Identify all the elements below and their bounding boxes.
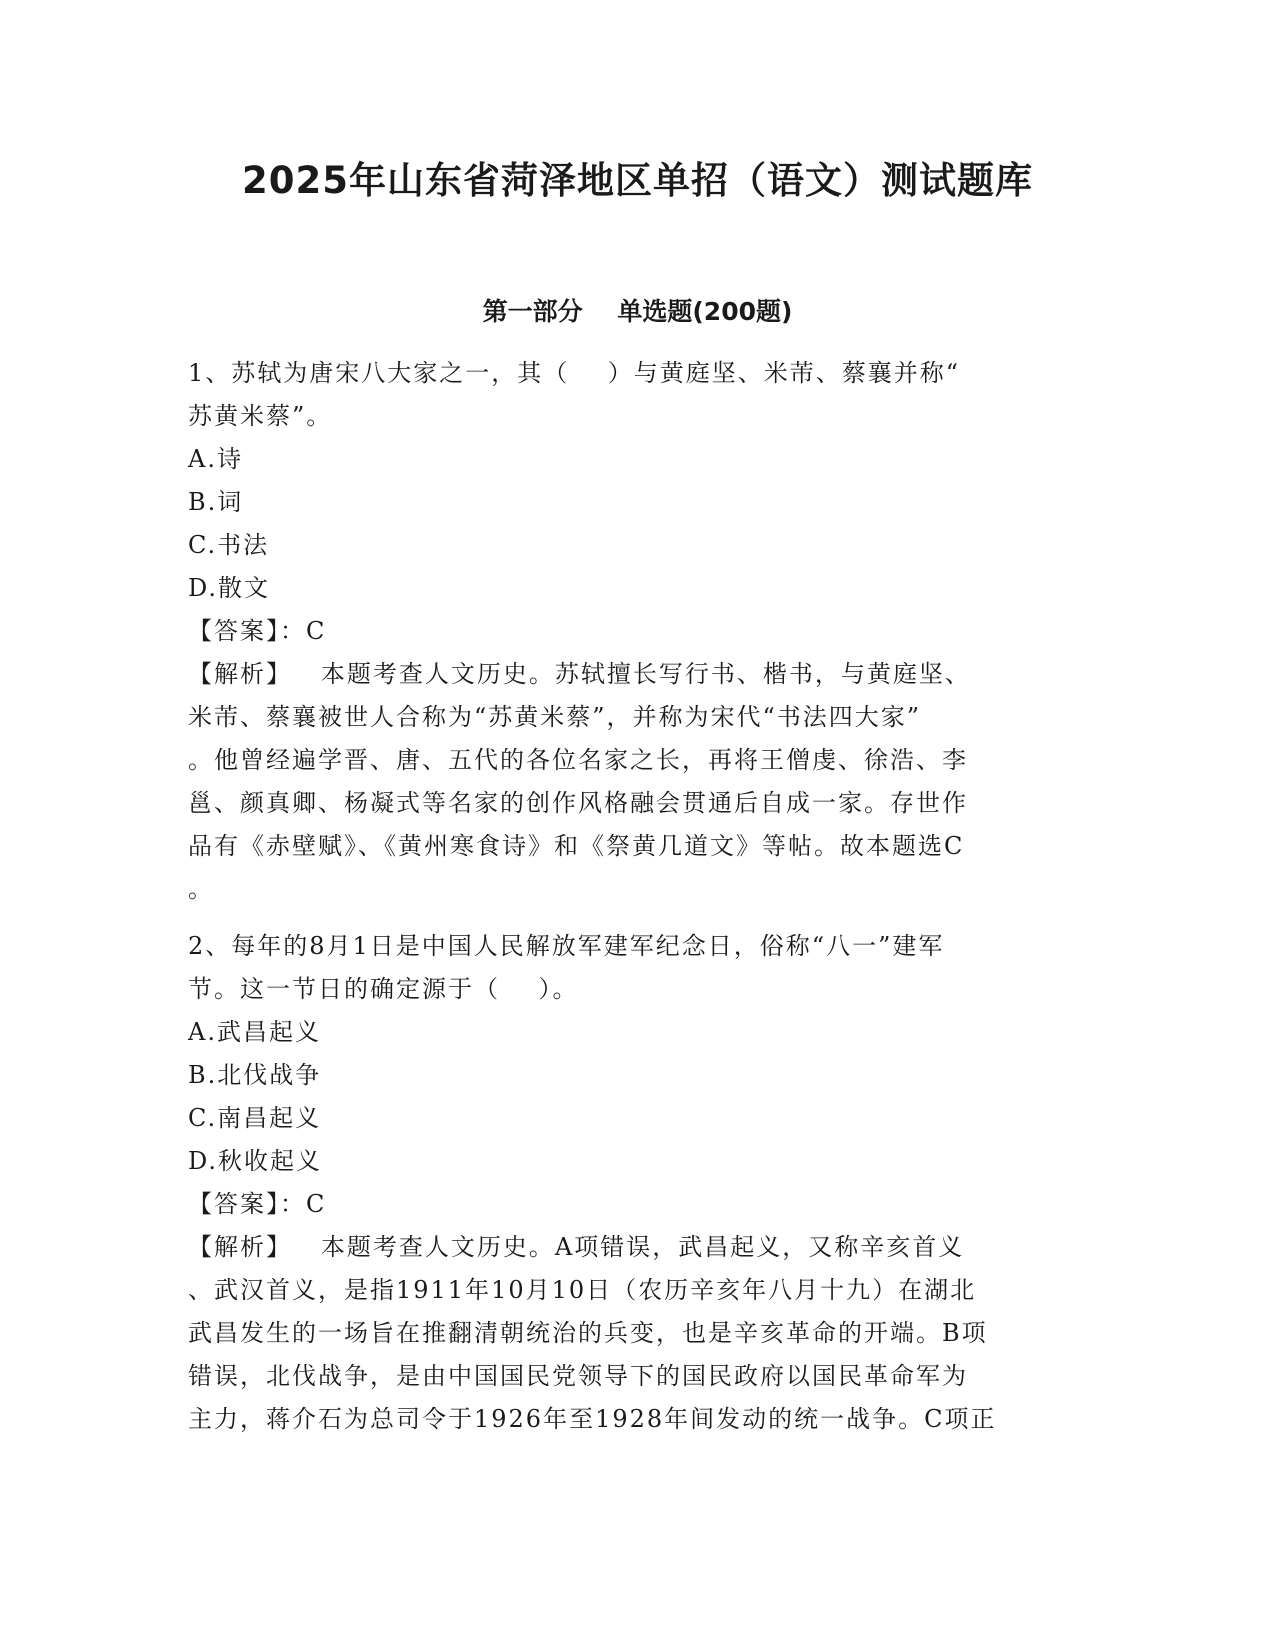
option-b: B.词	[188, 488, 244, 516]
analysis-line: 武昌发生的一场旨在推翻清朝统治的兵变，也是辛亥革命的开端。B项	[188, 1319, 988, 1347]
analysis-line: 米芾、蔡襄被世人合称为“苏黄米蔡”，并称为宋代“书法四大家”	[188, 703, 922, 731]
analysis-line: 邕、颜真卿、杨凝式等名家的创作风格融会贯通后自成一家。存世作	[188, 789, 968, 817]
option-a: A.武昌起义	[188, 1018, 321, 1046]
analysis-line: 主力，蒋介石为总司令于1926年至1928年间发动的统一战争。C项正	[188, 1405, 997, 1433]
answer-line: 【答案】：C	[188, 617, 327, 645]
option-c: C.南昌起义	[188, 1104, 322, 1132]
answer-line: 【答案】：C	[188, 1190, 327, 1218]
option-a: A.诗	[188, 445, 243, 473]
question-stem-line: 苏黄米蔡”。	[188, 402, 333, 430]
question-1	[188, 352, 1088, 911]
question-stem-line: 2、每年的8月1日是中国人民解放军建军纪念日，俗称“八一”建军	[188, 932, 945, 960]
analysis-line: 。他曾经遍学晋、唐、五代的各位名家之长，再将王僧虔、徐浩、李	[188, 746, 968, 774]
option-c: C.书法	[188, 531, 270, 559]
section-title: 第一部分 单选题(200题)	[482, 297, 793, 326]
questions-content	[188, 352, 1088, 1441]
option-d: D.秋收起义	[188, 1147, 323, 1175]
question-stem-line: 节。这一节日的确定源于（ ）。	[188, 975, 579, 1003]
question-2	[188, 925, 1088, 1441]
analysis-line: 【解析】 本题考查人文历史。A项错误，武昌起义，又称辛亥首义	[188, 1233, 965, 1261]
option-b: B.北伐战争	[188, 1061, 322, 1089]
analysis-line: 、武汉首义，是指1911年10月10日（农历辛亥年八月十九）在湖北	[188, 1276, 977, 1304]
document-title: 2025年山东省菏泽地区单招（语文）测试题库	[242, 159, 1033, 202]
analysis-line: 【解析】 本题考查人文历史。苏轼擅长写行书、楷书，与黄庭坚、	[188, 660, 971, 688]
option-d: D.散文	[188, 574, 271, 602]
question-stem-line: 1、苏轼为唐宋八大家之一，其（ ）与黄庭坚、米芾、蔡襄并称“	[188, 359, 961, 387]
analysis-line: 。	[188, 875, 214, 903]
analysis-line: 错误，北伐战争，是由中国国民党领导下的国民政府以国民革命军为	[188, 1362, 968, 1390]
analysis-line: 品有《赤壁赋》、《黄州寒食诗》和《祭黄几道文》等帖。故本题选C	[188, 832, 965, 860]
question-spacer	[188, 911, 1088, 925]
